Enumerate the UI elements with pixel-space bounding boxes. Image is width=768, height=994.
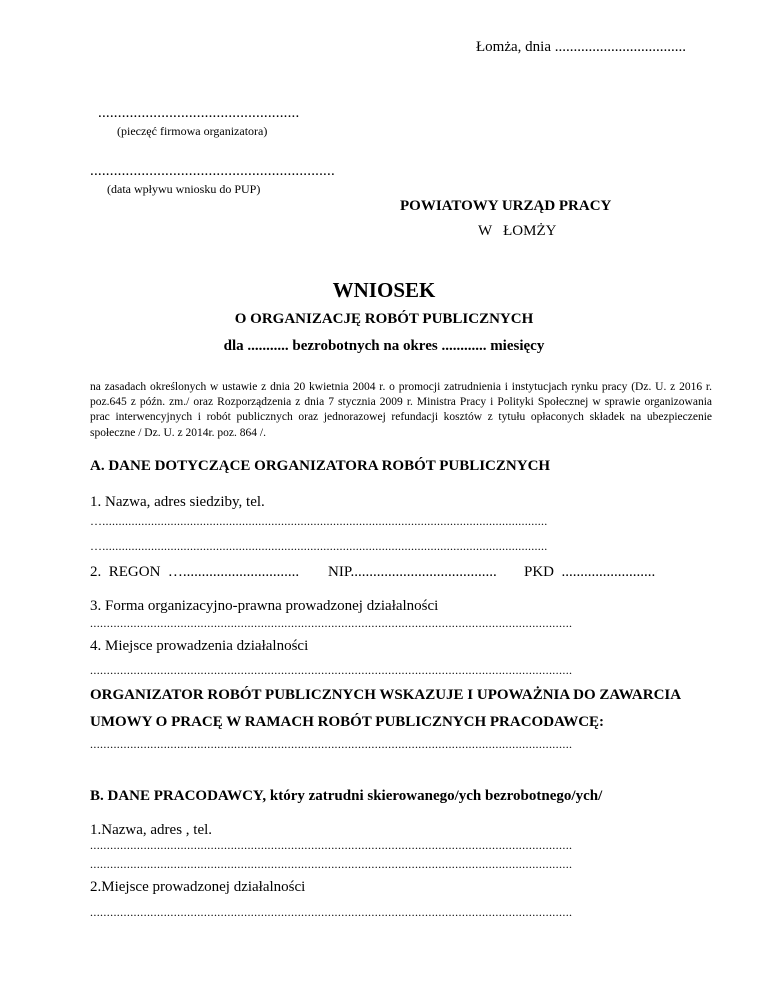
document-scope-line: dla ........... bezrobotnych na okres ............ miesięcy	[223, 338, 545, 354]
employer-dotted-line[interactable]: ................................................................................................................................................	[90, 737, 573, 751]
document-subtitle: O ORGANIZACJĘ ROBÓT PUBLICZNYCH	[234, 311, 534, 327]
stamp-caption: (pieczęć firmowa organizatora)	[117, 124, 268, 138]
legal-basis-text: na zasadach określonych w ustawie z dnia 20 kwietnia 2004 r. o promocji zatrudnienia i instytucjach rynku pracy (Dz. U. z 2016 r. poz.645 z późn. zm./ oraz Rozporządzenia z dnia 7 stycznia 2009 r. Ministra Pracy i Polityki Społecznej w sprawie organizowania prac interwencyjnych i robót publicznych oraz jednorazowej refundacji kosztów z tytułu opłaconych składek na ubezpieczenie społeczne / Dz. U. z 2014r. poz. 864 /.	[90, 381, 712, 439]
section-b-q2-label: 2.Miejsce prowadzonej działalności	[90, 879, 306, 895]
section-a-q3-label: 3. Forma organizacyjno-prawna prowadzonej działalności	[90, 598, 439, 614]
section-a-heading: A. DANE DOTYCZĄCE ORGANIZATORA ROBÓT PUBLICZNYCH	[90, 458, 551, 474]
document-title: WNIOSEK	[332, 278, 436, 302]
section-a-q4-label: 4. Miejsce prowadzenia działalności	[90, 638, 309, 654]
section-b-heading: B. DANE PRACODAWCY, który zatrudni skierowanego/ych bezrobotnego/ych/	[90, 788, 603, 804]
authorization-line-1: ORGANIZATOR ROBÓT PUBLICZNYCH WSKAZUJE I UPOWAŻNIA DO ZAWARCIA	[90, 687, 682, 703]
section-b-q1-line-2[interactable]: ................................................................................................................................................	[90, 857, 573, 871]
office-name: POWIATOWY URZĄD PRACY	[400, 198, 612, 214]
section-a-q1-line-1[interactable]: ….........................................................................................................................................	[90, 514, 548, 528]
receipt-caption: (data wpływu wniosku do PUP)	[107, 182, 261, 196]
office-city: W ŁOMŻY	[478, 223, 557, 239]
nip-field[interactable]: NIP.......................................	[328, 564, 497, 580]
section-b-q1-label: 1.Nazwa, adres , tel.	[90, 822, 213, 838]
section-b-q1-line-1[interactable]: ................................................................................................................................................	[90, 838, 573, 852]
section-a-q1-label: 1. Nazwa, adres siedziby, tel.	[90, 494, 265, 510]
section-a-q1-line-2[interactable]: ….........................................................................................................................................	[90, 539, 548, 553]
section-a-q3-line[interactable]: ................................................................................................................................................	[90, 616, 573, 630]
receipt-date-dotted-line[interactable]: ..............................................................	[90, 163, 335, 179]
pkd-field[interactable]: PKD .........................	[524, 564, 656, 580]
place-date-field[interactable]: Łomża, dnia ...................................	[476, 39, 686, 55]
authorization-line-2: UMOWY O PRACĘ W RAMACH ROBÓT PUBLICZNYCH PRACODAWCĘ:	[90, 714, 605, 730]
section-a-q4-line[interactable]: ................................................................................................................................................	[90, 663, 573, 677]
regon-field[interactable]: 2. REGON …...............................	[90, 564, 300, 580]
stamp-dotted-line[interactable]: ...................................................	[98, 105, 300, 121]
section-b-q2-line[interactable]: ................................................................................................................................................	[90, 905, 573, 919]
